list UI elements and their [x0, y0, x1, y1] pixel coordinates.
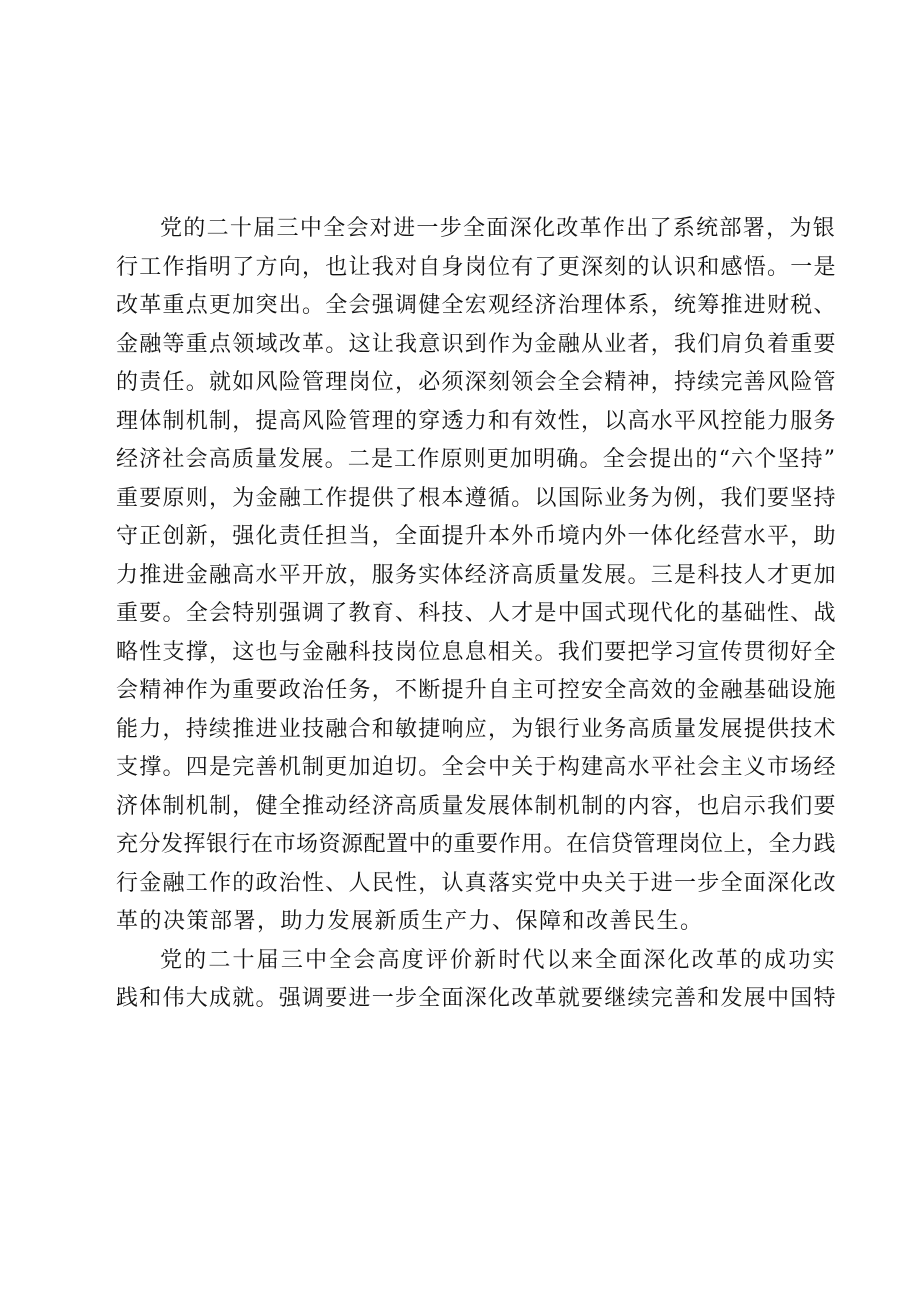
paragraph-2 — [116, 942, 836, 1019]
text-line: 革的决策部署，助力发展新质生产力、保障和改善民生。 — [116, 909, 704, 934]
document-body — [116, 210, 836, 1019]
text-line: 经济社会高质量发展。二是工作原则更加明确。全会提出的“六个坚持” — [116, 447, 836, 472]
text-line: 重要原则，为金融工作提供了根本遵循。以国际业务为例，我们要坚持 — [116, 485, 837, 511]
text-line: 略性支撑，这也与金融科技岗位息息相关。我们要把学习宣传贯彻好全 — [116, 639, 837, 665]
text-line: 理体制机制，提高风险管理的穿透力和有效性，以高水平风控能力服务 — [116, 408, 837, 434]
text-line: 充分发挥银行在市场资源配置中的重要作用。在信贷管理岗位上，全力践 — [116, 832, 837, 857]
text-line: 重要。全会特别强调了教育、科技、人才是中国式现代化的基础性、战 — [116, 601, 837, 626]
text-line: 践和伟大成就。强调要进一步全面深化改革就要继续完善和发展中国特 — [116, 986, 837, 1011]
text-line: 会精神作为重要政治任务，不断提升自主可控安全高效的金融基础设施 — [116, 678, 837, 703]
text-line: 行金融工作的政治性、人民性，认真落实党中央关于进一步全面深化改 — [116, 870, 837, 896]
text-line: 金融等重点领域改革。这让我意识到作为金融从业者，我们肩负着重要 — [116, 331, 837, 357]
text-line: 行工作指明了方向，也让我对自身岗位有了更深刻的认识和感悟。一是 — [116, 254, 837, 280]
text-line: 党的二十届三中全会高度评价新时代以来全面深化改革的成功实 — [160, 947, 836, 973]
text-line: 济体制机制，健全推动经济高质量发展体制机制的内容，也启示我们要 — [116, 793, 837, 819]
text-line: 力推进金融高水平开放，服务实体经济高质量发展。三是科技人才更加 — [116, 562, 837, 588]
text-line: 能力，持续推进业技融合和敏捷响应，为银行业务高质量发展提供技术 — [116, 716, 837, 742]
text-line: 党的二十届三中全会对进一步全面深化改革作出了系统部署，为银 — [160, 216, 836, 241]
text-line: 改革重点更加突出。全会强调健全宏观经济治理体系，统筹推进财税、 — [116, 293, 837, 318]
text-line: 支撑。四是完善机制更加迫切。全会中关于构建高水平社会主义市场经 — [116, 755, 837, 780]
text-line: 守正创新，强化责任担当，全面提升本外币境内外一体化经营水平，助 — [116, 524, 837, 549]
text-line: 的责任。就如风险管理岗位，必须深刻领会全会精神，持续完善风险管 — [116, 370, 837, 395]
paragraph-1 — [116, 210, 836, 942]
